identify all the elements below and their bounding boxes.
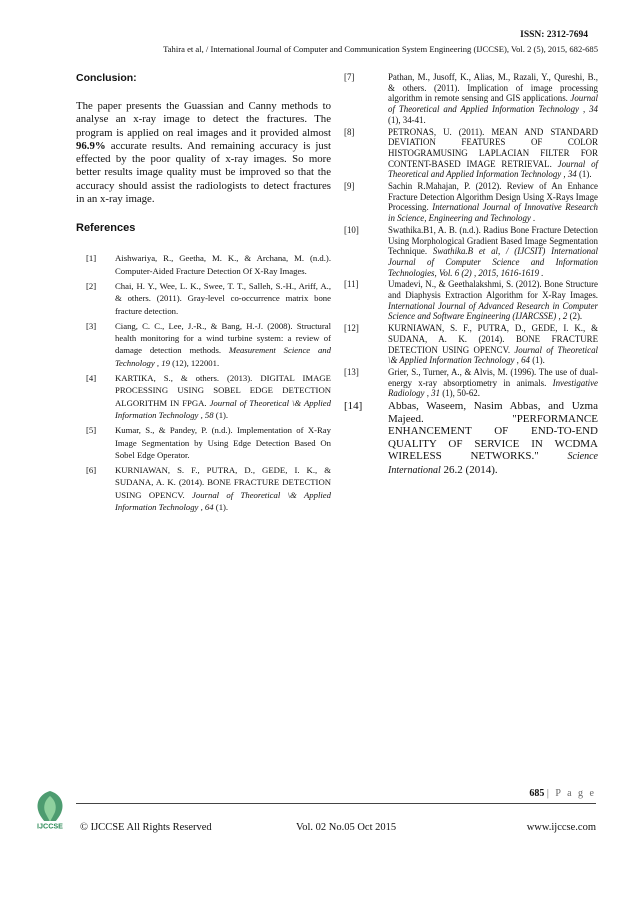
reference-number: [12] [344, 323, 359, 334]
reference-item [340, 127, 598, 181]
reference-authors-title: Grier, S., Turner, A., & Alvis, M. (1996). The use of dual-energy x-ray absorptiometry in animals. [388, 366, 598, 388]
page-number-value: 685 [529, 788, 545, 799]
reference-venue: Investigative Radiology , 31 [388, 377, 598, 399]
reference-item [340, 279, 598, 322]
reference-number: [4] [86, 373, 97, 384]
reference-tail: 26.2 (2014). [440, 464, 498, 477]
reference-number: [6] [86, 465, 97, 476]
reference-tail: (1). [213, 502, 229, 513]
reference-text [115, 464, 331, 513]
reference-authors-title: Sachin R.Mahajan, P. (2012). Review of An Enhance Fracture Detection Algorithm Design Using X-Rays Image Processing. [388, 181, 598, 213]
reference-item [340, 72, 598, 126]
reference-text [115, 320, 331, 369]
accuracy-value: 96.9% [76, 139, 106, 152]
reference-number: [10] [344, 224, 359, 235]
reference-venue: International Journal of Advanced Research in Computer Science and Software Engineering (IJARCSSE) , 2 [388, 300, 598, 322]
reference-venue: Journal of Theoretical and Applied Information Technology , 34 [388, 93, 598, 115]
copyright: © IJCCSE All Rights Reserved [80, 822, 212, 833]
reference-authors-title: PETRONAS, U. (2011). MEAN AND STANDARD DEVIATION FEATURES OF COLOR HISTOGRAMUSING LAPLACIAN FILTER FOR CONTENT-BASED IMAGE RETRIEVAL. [388, 126, 598, 169]
reference-authors-title: Chai, H. Y., Wee, L. K., Swee, T. T., Salleh, S.-H., Ariff, A., & others. (2011). Gray-level co-occurrence matrix bone fracture detection. [115, 280, 331, 316]
reference-venue: Swathika.B et al, / (IJCSIT) International Journal of Computer Science and Information Technologies, Vol. 6 (2) , 2015, 1616-1619 . [388, 246, 598, 278]
reference-number: [3] [86, 320, 97, 331]
reference-number: [2] [86, 280, 97, 291]
reference-venue: Science International [388, 451, 598, 477]
reference-item [76, 280, 331, 317]
reference-tail: (1). [530, 355, 545, 366]
reference-text [388, 367, 598, 399]
reference-item [76, 464, 331, 513]
reference-item [76, 320, 331, 369]
reference-venue: International Journal of Innovative Research in Science, Engineering and Technology . [388, 202, 598, 224]
issn: ISSN: 2312-7694 [520, 30, 588, 40]
reference-authors-title: KURNIAWAN, S. F., PUTRA, D., GEDE, I. K., & SUDANA, A. K. (2014). BONE FRACTURE DETECTION USING OPENCV. [115, 465, 331, 500]
reference-authors-title: Ciang, C. C., Lee, J.-R., & Bang, H.-J. (2008). Structural health monitoring for a wind turbine system: a review of damage detection methods. [115, 320, 331, 356]
page-label: | P a g e [546, 788, 596, 799]
reference-venue: Journal of Theoretical \& Applied Information Technology , 64 [388, 344, 598, 366]
references-heading: References [76, 222, 136, 235]
reference-authors-title: Swathika.B1, A. B. (n.d.). Radius Bone Fracture Detection Using Morphological Gradient Based Image Segmentation Technique. [388, 224, 598, 257]
reference-text [388, 72, 598, 126]
reference-number: [1] [86, 253, 97, 264]
reference-text [388, 279, 598, 322]
website: www.ijccse.com [526, 822, 596, 833]
reference-item [340, 181, 598, 224]
reference-number: [7] [344, 72, 355, 82]
conclusion-heading: Conclusion: [76, 72, 137, 84]
right-column [340, 72, 598, 479]
reference-text [115, 280, 331, 317]
reference-tail: (1). [213, 409, 229, 420]
reference-item [76, 252, 331, 277]
volume-info: Vol. 02 No.05 Oct 2015 [296, 822, 397, 833]
reference-venue: Journal of Theoretical and Applied Information Technology , 34 [388, 158, 598, 180]
reference-text [388, 323, 598, 366]
reference-item [340, 400, 598, 478]
reference-authors-title: Pathan, M., Jusoff, K., Alias, M., Razali, Y., Qureshi, B., & others. (2011). Implication of image processing algorithm in remote sensing and GIS applications. [388, 72, 598, 104]
page-number [529, 788, 596, 799]
reference-text [388, 400, 598, 478]
reference-number: [5] [86, 425, 97, 436]
reference-authors-title: Umadevi, N., & Geethalakshmi, S. (2012). Bone Structure and Diaphysis Extraction Algorithm for X-Ray Images. [388, 279, 598, 301]
reference-item [340, 323, 598, 366]
left-column [76, 72, 331, 516]
references-list-right [340, 72, 598, 478]
reference-authors-title: Abbas, Waseem, Nasim Abbas, and Uzma Majeed. "PERFORMANCE ENHANCEMENT OF END-TO-END QUALITY OF SERVICE IN WCDMA WIRELESS NETWORKS." [388, 400, 598, 463]
reference-item [340, 225, 598, 279]
footer-divider [76, 803, 596, 804]
reference-item [76, 372, 331, 421]
reference-number: [14] [344, 400, 363, 413]
journal-logo [28, 788, 72, 832]
reference-venue: Measurement Science and Technology , 19 [115, 345, 331, 368]
reference-venue: Journal of Theoretical \& Applied Information Technology , 64 [115, 489, 331, 513]
reference-item [340, 367, 598, 399]
reference-number: [11] [344, 279, 359, 290]
reference-item [76, 424, 331, 461]
reference-tail: (1), 50-62. [440, 388, 480, 399]
reference-authors-title: KARTIKA, S., & others. (2013). DIGITAL IMAGE PROCESSING USING SOBEL EDGE DETECTION ALGORITHM IN FPGA. [115, 373, 331, 408]
reference-tail: (1), 34-41. [388, 114, 426, 125]
reference-tail: (2). [567, 311, 583, 322]
reference-number: [9] [344, 181, 355, 192]
reference-text [388, 127, 598, 181]
reference-text [388, 181, 598, 224]
reference-text [115, 372, 331, 421]
reference-authors-title: Aishwariya, R., Geetha, M. K., & Archana, M. (n.d.). Computer-Aided Fracture Detection Of X-Ray Images. [115, 253, 331, 276]
reference-number: [13] [344, 366, 359, 377]
running-header: Tahira et al, / International Journal of Computer and Communication System Engineering (IJCCSE), Vol. 2 (5), 2015, 682-685 [163, 44, 598, 54]
reference-text [388, 225, 598, 279]
reference-authors-title: Kumar, S., & Pandey, P. (n.d.). Implementation of X-Ray Image Segmentation by Using Edge Detection Based On Sobel Edge Operator. [115, 425, 331, 460]
reference-text [115, 424, 331, 461]
conclusion-body [76, 100, 331, 206]
conclusion-text-1: The paper presents the Guassian and Canny methods to analyse an x-ray image to detect the fractures. The program is applied on real images and it provided almost [76, 100, 331, 139]
references-list-left [76, 252, 331, 513]
logo-text: IJCCSE [37, 821, 63, 831]
conclusion-text-2: accurate results. And remaining accuracy is just effected by the poor quality of x-ray images. So more better results image quality must be improved so that the accuracy should assist the radiologists to detect fractures in an x-ray image. [76, 139, 331, 206]
reference-tail: (1). [576, 169, 592, 180]
reference-venue: Journal of Theoretical \& Applied Information Technology , 58 [115, 397, 331, 420]
reference-authors-title: KURNIAWAN, S. F., PUTRA, D., GEDE, I. K., & SUDANA, A. K. (2014). BONE FRACTURE DETECTION USING OPENCV. [388, 323, 598, 355]
reference-text [115, 252, 331, 277]
reference-tail: (12), 122001. [169, 357, 220, 368]
reference-number: [8] [344, 126, 355, 137]
